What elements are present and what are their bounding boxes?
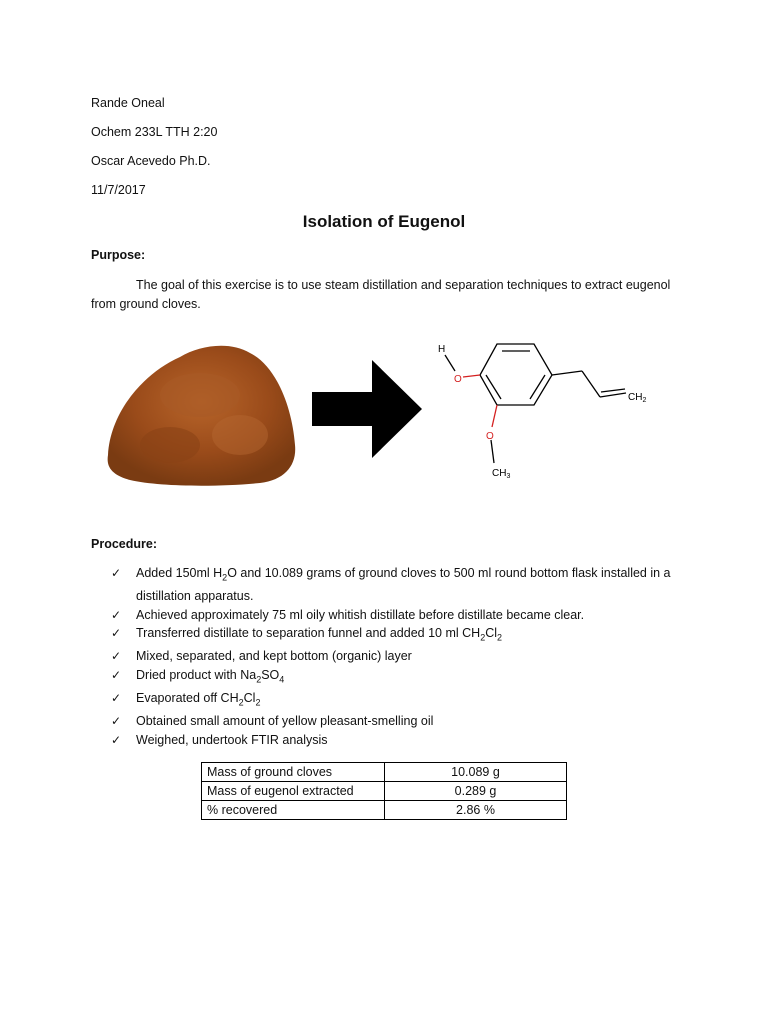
atom-o-top-label: O [454, 374, 462, 385]
figure-cloves-to-eugenol [100, 335, 660, 500]
procedure-step: ✓ Obtained small amount of yellow pleasant-smelling oil [111, 712, 691, 731]
checkmark-icon: ✓ [111, 691, 122, 706]
purpose-text-body: The goal of this exercise is to use steam distillation and separation techniques to extract eugenol from ground cloves. [91, 278, 671, 311]
atom-h-label: H [438, 344, 446, 355]
table-row [202, 763, 567, 782]
checkmark-icon: ✓ [111, 626, 122, 641]
author-name: Rande Oneal [91, 96, 165, 110]
table-cell-value: 10.089 g [385, 763, 567, 782]
procedure-step: ✓ Achieved approximately 75 ml oily whitish distillate before distillate became clear. [111, 606, 691, 625]
table-row [202, 801, 567, 820]
atom-o-bottom-label: O [486, 431, 494, 442]
table-cell-value: 2.86 % [385, 801, 567, 820]
procedure-step: ✓ Evaporated off $CH_2Cl_2$ [111, 691, 261, 708]
eugenol-structure [445, 344, 626, 463]
table-cell-label: % recovered [202, 801, 385, 820]
procedure-step: ✓ Mixed, separated, and kept bottom (organic) layer [111, 647, 691, 666]
procedure-step: ✓ Added 150ml $H_2O$ and 10.089 grams of ground cloves to 500 ml round bottom flask installed in a distillation apparatus. [111, 566, 671, 604]
table-row [202, 782, 567, 801]
arrow-right-icon [312, 360, 422, 458]
checkmark-icon: ✓ [111, 607, 122, 622]
procedure-list [111, 564, 691, 749]
ch3-label: $CH_3$ [492, 468, 511, 480]
course-info: Ochem 233L TTH 2:20 [91, 125, 218, 139]
procedure-step: ✓ Weighed, undertook FTIR analysis [111, 731, 691, 750]
checkmark-icon: ✓ [111, 714, 122, 729]
procedure-step: ✓ Dried product with $Na_2SO_4$ [111, 667, 285, 685]
instructor-name: Oscar Acevedo Ph.D. [91, 154, 211, 168]
procedure-step: ✓ Transferred distillate to separation funnel and added 10 ml $CH_2Cl_2$ [111, 626, 503, 643]
checkmark-icon: ✓ [111, 649, 122, 664]
table-cell-label: Mass of ground cloves [202, 763, 385, 782]
checkmark-icon: ✓ [111, 566, 122, 580]
report-date: 11/7/2017 [91, 183, 146, 197]
ground-cloves-image [108, 346, 296, 486]
purpose-text [91, 276, 691, 314]
checkmark-icon: ✓ [111, 732, 122, 747]
results-table [201, 762, 567, 820]
checkmark-icon: ✓ [111, 667, 122, 682]
table-cell-value: 0.289 g [385, 782, 567, 801]
purpose-heading: Purpose: [91, 248, 146, 262]
document-title: Isolation of Eugenol [302, 212, 466, 231]
table-cell-label: Mass of eugenol extracted [202, 782, 385, 801]
procedure-heading: Procedure: [91, 537, 157, 551]
ch2-label: $CH_2$ [628, 392, 647, 404]
